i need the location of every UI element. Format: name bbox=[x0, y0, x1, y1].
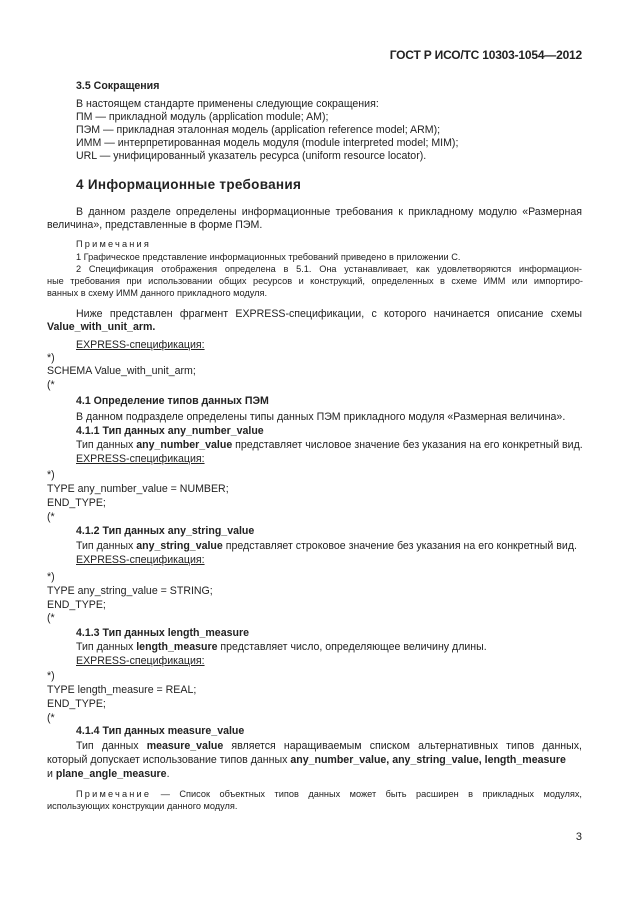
note-text: ные требования при использовании общих ресурсов и конструкций, определенных в схеме ИММ или импортиро- bbox=[47, 276, 583, 286]
code-line: (* bbox=[47, 511, 55, 523]
note-text: 2 Спецификация отображения определена в 5.1. Она устанавливает, как удовлетворяются информацион- bbox=[76, 264, 582, 274]
type-description: который допускает использование типов данных any_number_value, any_string_value, length_measure bbox=[47, 754, 566, 766]
schema-name: Value_with_unit_arm. bbox=[47, 321, 156, 333]
note-heading: Примечания bbox=[76, 239, 152, 249]
code-line: TYPE any_string_value = STRING; bbox=[47, 585, 213, 597]
code-line: *) bbox=[47, 469, 55, 481]
code-line: TYPE length_measure = REAL; bbox=[47, 684, 197, 696]
section-3-5-title: 3.5 Сокращения bbox=[76, 80, 160, 92]
section-4-1-title: 4.1 Определение типов данных ПЭМ bbox=[76, 395, 269, 407]
express-label: EXPRESS-спецификация: bbox=[76, 453, 205, 465]
abbrev-item: URL — унифицированный указатель ресурса (uniform resource locator). bbox=[76, 150, 427, 162]
abbrev-item: ПМ — прикладной модуль (application module; AM); bbox=[76, 111, 329, 123]
standard-header: ГОСТ Р ИСО/ТС 10303-1054—2012 bbox=[389, 48, 582, 62]
express-label: EXPRESS-спецификация: bbox=[76, 655, 205, 667]
code-line: (* bbox=[47, 379, 55, 391]
section-4-para: В данном разделе определены информационные требования к прикладному модулю «Размерная bbox=[76, 206, 582, 218]
code-line: *) bbox=[47, 571, 55, 583]
subsection-title: 4.1.4 Тип данных measure_value bbox=[76, 725, 245, 737]
subsection-title: 4.1.2 Тип данных any_string_value bbox=[76, 525, 255, 537]
abbrev-item: ПЭМ — прикладная эталонная модель (application reference model; ARM); bbox=[76, 124, 441, 136]
code-line: END_TYPE; bbox=[47, 497, 106, 509]
abbrev-item: ИММ — интерпретированная модель модуля (module interpreted model; MIM); bbox=[76, 137, 459, 149]
note-text: Примечание — Список объектных типов данных может быть расширен в прикладных модулях, bbox=[76, 789, 582, 799]
code-line: (* bbox=[47, 712, 55, 724]
note-text: 1 Графическое представление информационных требований приведено в приложении С. bbox=[76, 252, 461, 262]
type-description: Тип данных measure_value является наращиваемым списком альтернативных типов данных, bbox=[76, 740, 583, 752]
subsection-title: 4.1.3 Тип данных length_measure bbox=[76, 627, 249, 639]
type-description: Тип данных any_string_value представляет строковое значение без указания на его конкретный вид. bbox=[76, 540, 577, 552]
code-line: END_TYPE; bbox=[47, 698, 106, 710]
page-number: 3 bbox=[575, 831, 582, 843]
abbrev-intro: В настоящем стандарте применены следующие сокращения: bbox=[76, 98, 379, 110]
code-line: TYPE any_number_value = NUMBER; bbox=[47, 483, 229, 495]
express-intro: Ниже представлен фрагмент EXPRESS-спецификации, с которого начинается описание схемы bbox=[76, 308, 582, 320]
code-line: *) bbox=[47, 352, 55, 364]
type-description: Тип данных any_number_value представляет числовое значение без указания на его конкретный вид. bbox=[76, 439, 583, 451]
subsection-title: 4.1.1 Тип данных any_number_value bbox=[76, 425, 264, 437]
section-4-title: 4 Информационные требования bbox=[76, 177, 302, 192]
code-line: SCHEMA Value_with_unit_arm; bbox=[47, 365, 196, 377]
express-label: EXPRESS-спецификация: bbox=[76, 339, 205, 351]
note-text: ванных в схему ИММ данного прикладного модуля. bbox=[47, 288, 268, 298]
code-line: (* bbox=[47, 612, 55, 624]
express-label: EXPRESS-спецификация: bbox=[76, 554, 205, 566]
section-4-1-intro: В данном подразделе определены типы данных ПЭМ прикладного модуля «Размерная величина». bbox=[76, 411, 566, 423]
code-line: *) bbox=[47, 670, 55, 682]
section-4-para: величина», представленные в форме ПЭМ. bbox=[47, 219, 263, 231]
type-description: Тип данных length_measure представляет число, определяющее величину длины. bbox=[76, 641, 487, 653]
code-line: END_TYPE; bbox=[47, 599, 106, 611]
type-description: и plane_angle_measure. bbox=[47, 768, 170, 780]
note-text: использующих конструкции данного модуля. bbox=[47, 801, 238, 811]
